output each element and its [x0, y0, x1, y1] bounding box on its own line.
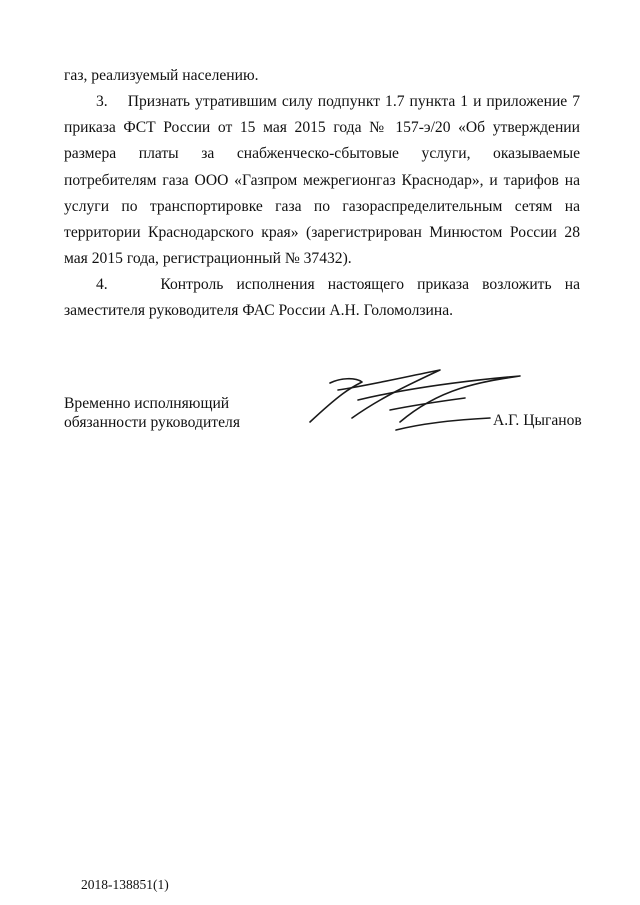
- item-3-paragraph: [64, 89, 580, 272]
- signer-name: А.Г. Цыганов: [493, 412, 582, 429]
- item-4-paragraph: [64, 272, 580, 324]
- document-number: 2018-138851(1): [81, 877, 169, 892]
- item-3-text: Признать утратившим силу подпункт 1.7 пункта 1 и приложение 7 приказа ФСТ России от 15 мая 2015 года № 157-э/20 «Об утверждении размера платы за снабженческо-сбытовые услуги, оказываемые потребителям газа ООО «Газпром межрегионгаз Краснодар», и тарифов на услуги по транспортировке газа по газораспределительным сетям на территории Краснодарского края» (зарегистрирован Минюстом России 28 мая 2015 года, регистрационный № 37432).: [64, 93, 580, 268]
- continuation-text: газ, реализуемый населению.: [64, 67, 259, 84]
- item-4-number: 4.: [96, 276, 108, 293]
- item-3-number: 3.: [96, 93, 108, 110]
- position-line-2: обязанности руководителя: [64, 413, 240, 431]
- continuation-paragraph: [64, 63, 580, 89]
- signature-stroke: [396, 418, 490, 430]
- signatory-position: [64, 395, 240, 432]
- signature-stroke: [390, 398, 465, 410]
- item-4-text: Контроль исполнения настоящего приказа возложить на заместителя руководителя ФАС России А.Н. Голомолзина.: [64, 276, 581, 320]
- position-line-1: Временно исполняющий: [64, 395, 230, 412]
